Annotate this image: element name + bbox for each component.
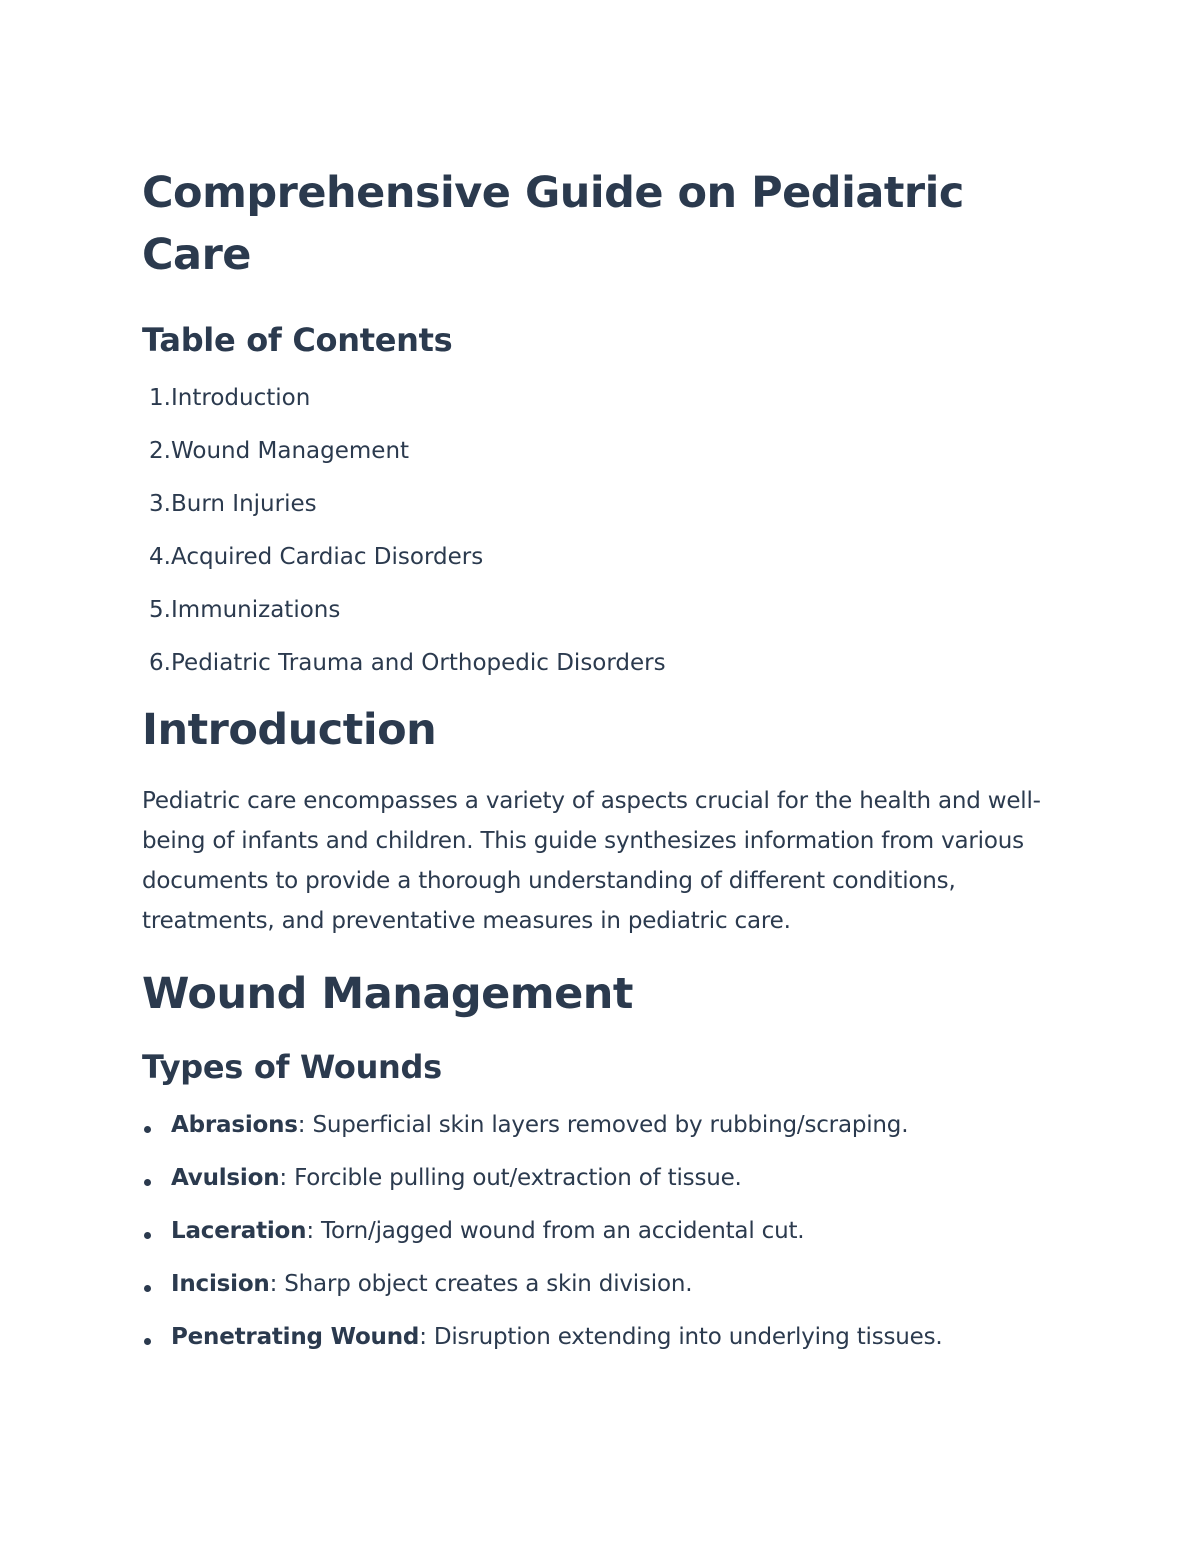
toc-item-immunizations[interactable] bbox=[142, 596, 1062, 624]
document-page bbox=[142, 162, 1062, 1376]
wound-term: Incision bbox=[171, 1271, 270, 1297]
wound-description: Sharp object creates a skin division. bbox=[277, 1271, 693, 1297]
introduction-heading: Introduction bbox=[142, 705, 437, 755]
wound-term: Laceration bbox=[171, 1218, 307, 1244]
toc-item-wound-management[interactable] bbox=[142, 437, 1062, 465]
wound-types-list bbox=[142, 1111, 1062, 1351]
toc-item-label: Immunizations bbox=[171, 597, 341, 623]
wound-description: Torn/jagged wound from an accidental cut. bbox=[313, 1218, 805, 1244]
list-item bbox=[142, 1164, 1062, 1192]
toc-item-burn-injuries[interactable] bbox=[142, 490, 1062, 518]
table-of-contents bbox=[142, 384, 1062, 677]
toc-item-label: Pediatric Trauma and Orthopedic Disorders bbox=[171, 650, 666, 676]
toc-item-introduction[interactable] bbox=[142, 384, 1062, 412]
wound-description: Forcible pulling out/extraction of tissue. bbox=[286, 1165, 742, 1191]
toc-item-label: Acquired Cardiac Disorders bbox=[171, 544, 484, 570]
toc-item-number: 2. bbox=[149, 438, 171, 464]
term-separator: : bbox=[306, 1218, 314, 1244]
wound-term: Penetrating Wound bbox=[171, 1324, 420, 1350]
list-item bbox=[142, 1217, 1062, 1245]
toc-item-acquired-cardiac-disorders[interactable] bbox=[142, 543, 1062, 571]
toc-heading: Table of Contents bbox=[142, 321, 453, 359]
wound-description: Disruption extending into underlying tissues. bbox=[426, 1324, 943, 1350]
toc-item-pediatric-trauma[interactable] bbox=[142, 649, 1062, 677]
list-item bbox=[142, 1111, 1062, 1139]
term-separator: : bbox=[279, 1165, 287, 1191]
wound-description: Superficial skin layers removed by rubbing/scraping. bbox=[305, 1112, 909, 1138]
toc-item-label: Introduction bbox=[171, 385, 311, 411]
list-item bbox=[142, 1270, 1062, 1298]
toc-item-number: 6. bbox=[149, 650, 171, 676]
wound-term: Avulsion bbox=[171, 1165, 280, 1191]
document-title: Comprehensive Guide on Pediatric Care bbox=[142, 168, 964, 280]
introduction-paragraph: Pediatric care encompasses a variety of aspects crucial for the health and well-being of infants and children. This guide synthesizes information from various documents to provide a thorough understanding of different conditions, treatments, and preventative measures in pediatric care. bbox=[142, 788, 1041, 934]
toc-item-number: 4. bbox=[149, 544, 171, 570]
wound-term: Abrasions bbox=[171, 1112, 298, 1138]
toc-item-label: Wound Management bbox=[171, 438, 410, 464]
wound-management-heading: Wound Management bbox=[142, 969, 633, 1019]
term-separator: : bbox=[269, 1271, 278, 1297]
term-separator: : bbox=[419, 1324, 427, 1350]
types-of-wounds-heading: Types of Wounds bbox=[142, 1048, 442, 1086]
toc-item-number: 3. bbox=[149, 491, 171, 517]
toc-item-number: 5. bbox=[149, 597, 171, 623]
list-item bbox=[142, 1323, 1062, 1351]
term-separator: : bbox=[297, 1112, 306, 1138]
toc-item-number: 1. bbox=[149, 385, 171, 411]
toc-item-label: Burn Injuries bbox=[171, 491, 317, 517]
